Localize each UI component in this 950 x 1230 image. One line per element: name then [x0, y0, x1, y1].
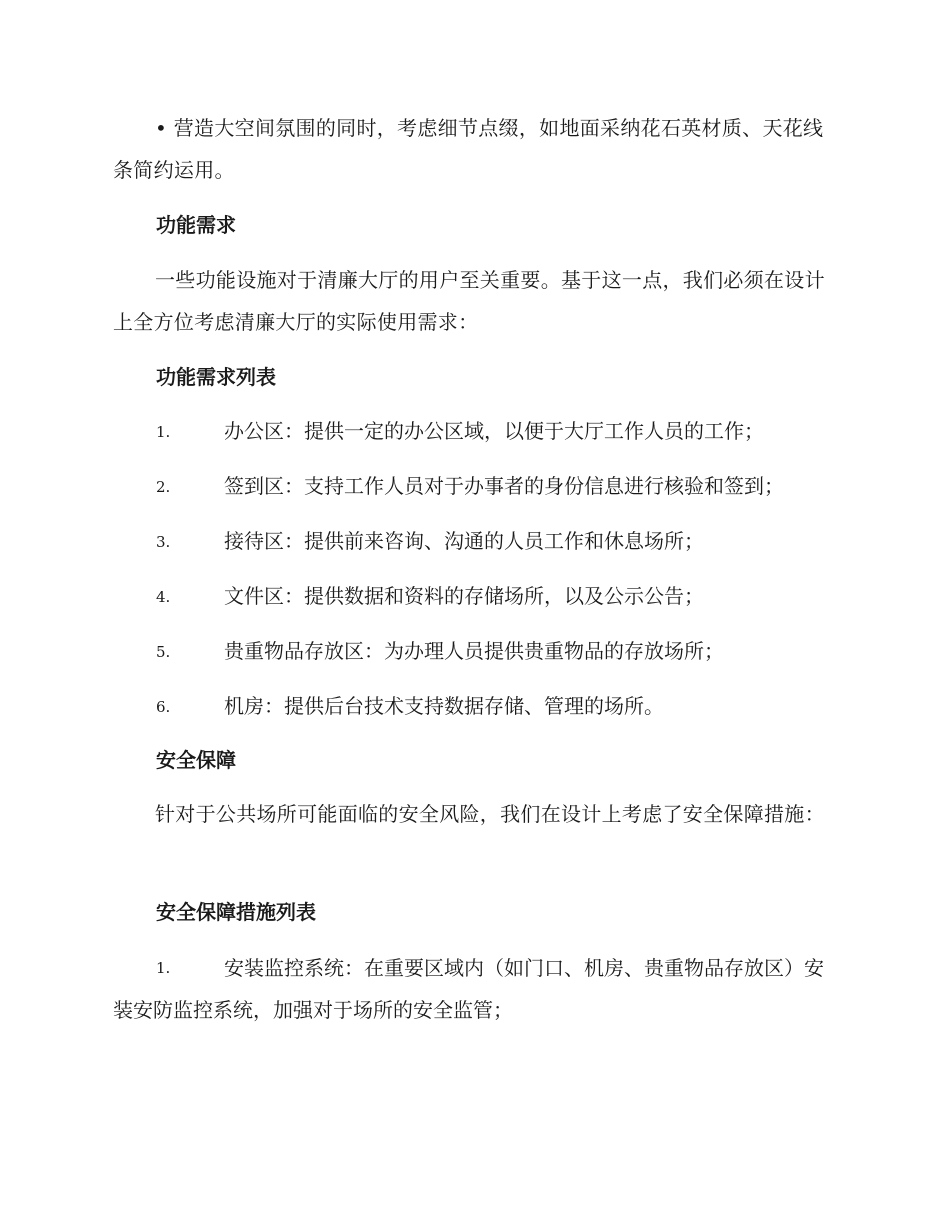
- list-text: 接待区：提供前来咨询、沟通的人员工作和休息场所；: [224, 529, 704, 553]
- list-text: 文件区：提供数据和资料的存储场所，以及公示公告；: [224, 584, 704, 608]
- section-heading-security: 安全保障: [156, 748, 236, 772]
- list-number: 1.: [156, 423, 171, 441]
- list-number: 1.: [156, 959, 171, 977]
- list-item: [113, 947, 833, 1031]
- list-number: 6.: [156, 698, 171, 716]
- function-paragraph: 一些功能设施对于清廉大厅的用户至关重要。基于这一点，我们必须在设计上全方位考虑清廉大厅的实际使用需求：: [113, 268, 825, 334]
- list-number: 3.: [156, 533, 171, 551]
- list-number: 5.: [156, 643, 171, 661]
- security-paragraph: 针对于公共场所可能面临的安全风险，我们在设计上考虑了安全保障措施：: [155, 802, 825, 826]
- list-text: 安装监控系统：在重要区域内（如门口、机房、贵重物品存放区）安装安防监控系统，加强对于场所的安全监管；: [113, 956, 824, 1022]
- list-text: 办公区：提供一定的办公区域，以便于大厅工作人员的工作；: [224, 419, 764, 443]
- list-number: 2.: [156, 478, 171, 496]
- security-list-heading: 安全保障措施列表: [156, 900, 316, 924]
- list-text: 机房：提供后台技术支持数据存储、管理的场所。: [224, 694, 664, 718]
- list-number: 4.: [156, 588, 171, 606]
- list-text: 签到区：支持工作人员对于办事者的身份信息进行核验和签到；: [224, 474, 784, 498]
- function-list-heading: 功能需求列表: [156, 365, 276, 389]
- intro-paragraph: • 营造大空间氛围的同时，考虑细节点缀，如地面采纳花石英材质、天花线条简约运用。: [113, 116, 824, 182]
- list-text: 贵重物品存放区：为办理人员提供贵重物品的存放场所；: [224, 639, 724, 663]
- section-heading-function: 功能需求: [156, 213, 236, 237]
